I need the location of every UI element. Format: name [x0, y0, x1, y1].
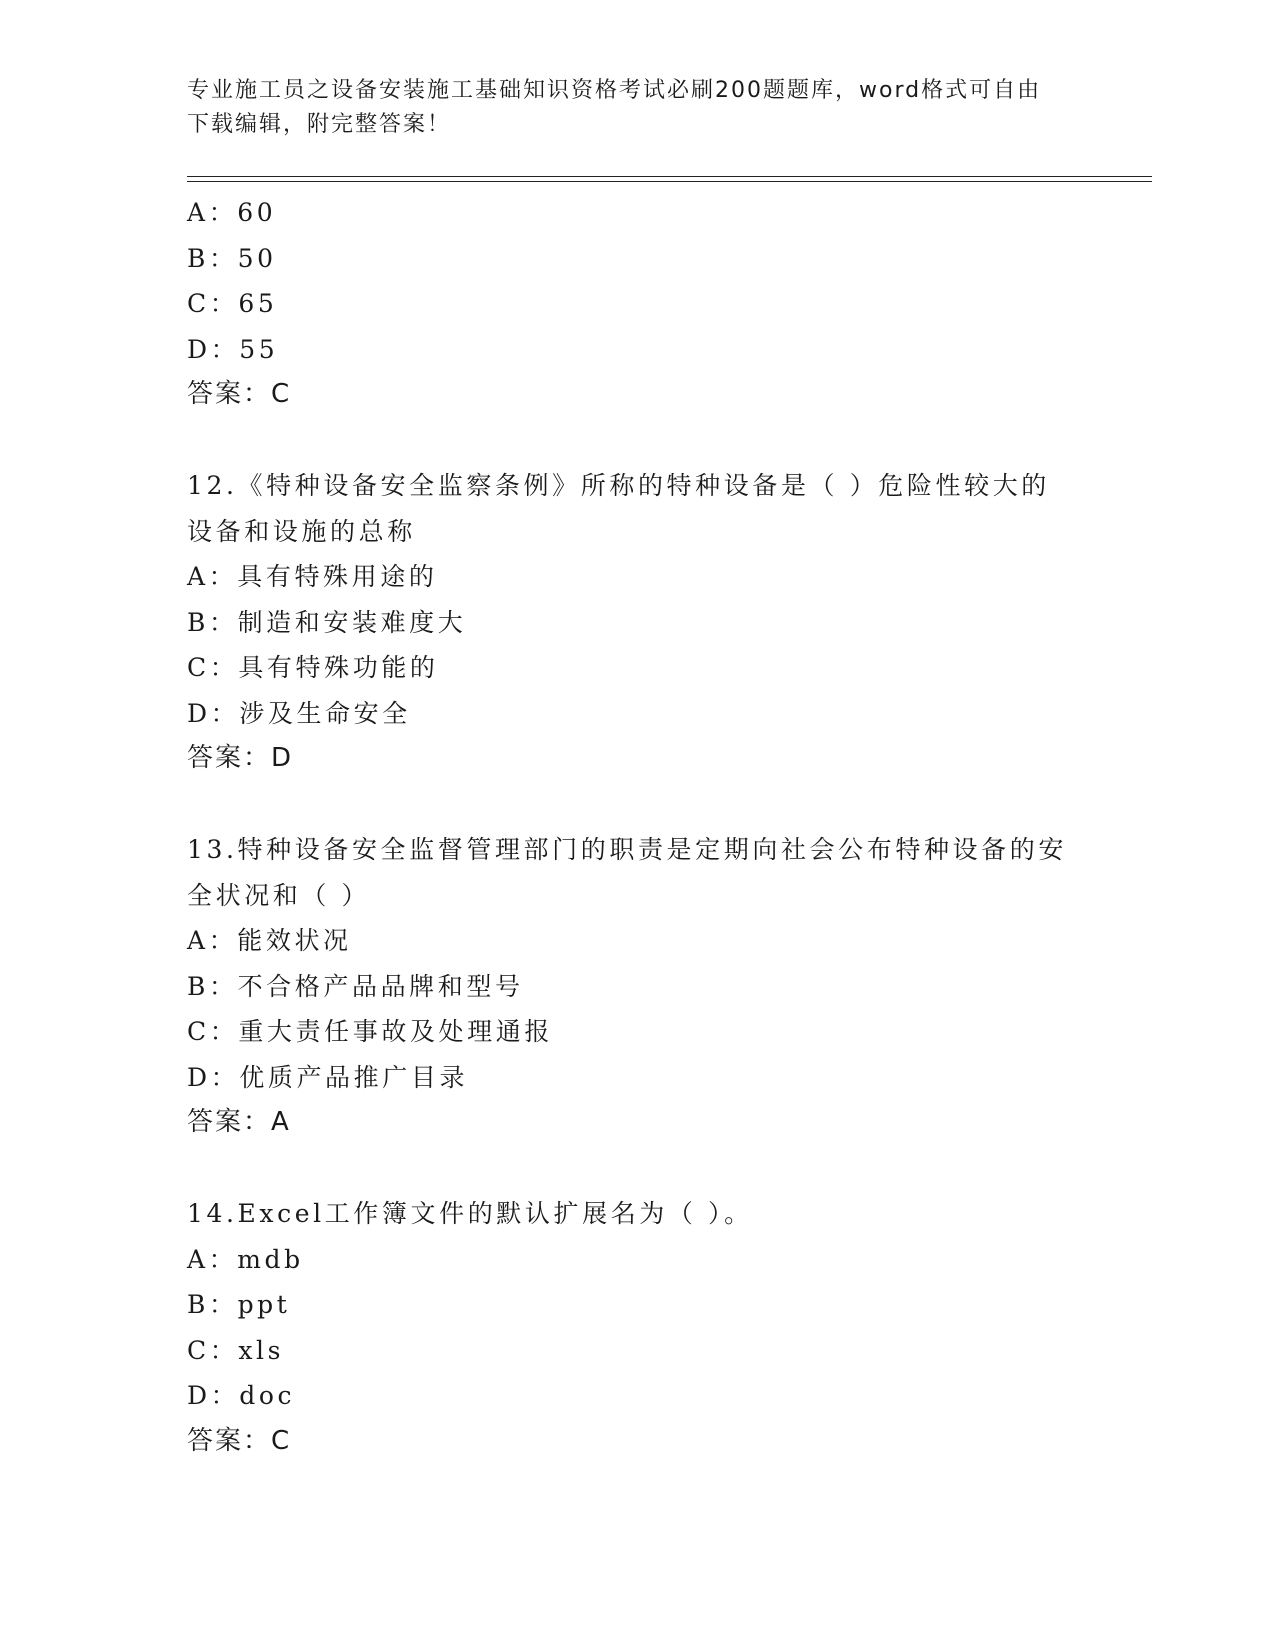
option-b: B：制造和安装难度大: [187, 607, 467, 637]
question-stem-line-2: 全状况和（ ）: [187, 880, 371, 910]
header-divider-bottom: [187, 181, 1152, 182]
option-a: A：mdb: [187, 1244, 304, 1274]
option-c: C：xls: [187, 1335, 285, 1365]
question-12: [187, 463, 1087, 782]
option-a: A：具有特殊用途的: [187, 562, 438, 591]
option-c: C：具有特殊功能的: [187, 653, 439, 682]
option-c: C：重大责任事故及处理通报: [187, 1017, 553, 1046]
question-list: [187, 190, 1087, 1464]
option-d: D：优质产品推广目录: [187, 1062, 469, 1092]
question-stem-line-1: 14.Excel工作簿文件的默认扩展名为（ ）。: [187, 1199, 753, 1228]
spacer: [187, 418, 1087, 464]
answer-line: 答案：A: [187, 1107, 291, 1137]
option-d: D：55: [187, 334, 279, 364]
option-a: A：能效状况: [187, 926, 352, 955]
option-c: C：65: [187, 289, 278, 318]
option-a: A：60: [187, 198, 277, 227]
spacer: [187, 1146, 1087, 1192]
option-b: B：ppt: [187, 1290, 291, 1319]
option-b: B：不合格产品品牌和型号: [187, 971, 524, 1001]
option-d: D：涉及生命安全: [187, 698, 411, 728]
answer-line: 答案：C: [187, 379, 292, 409]
question-stem-line-1: 12.《特种设备安全监察条例》所称的特种设备是（ ）危险性较大的: [187, 471, 1050, 500]
question-stem-line-2: 设备和设施的总称: [187, 516, 416, 546]
spacer: [187, 782, 1087, 828]
question-11: [187, 190, 1087, 418]
answer-line: 答案：D: [187, 743, 294, 773]
header-line-1: 专业施工员之设备安装施工基础知识资格考试必刷200题题库，word格式可自由: [187, 78, 1042, 103]
document-header: [187, 74, 1067, 142]
option-b: B：50: [187, 243, 277, 273]
question-13: [187, 827, 1087, 1146]
answer-line: 答案：C: [187, 1425, 292, 1456]
question-stem-line-1: 13.特种设备安全监督管理部门的职责是定期向社会公布特种设备的安: [187, 835, 1067, 864]
option-d: D：doc: [187, 1381, 296, 1410]
question-14: [187, 1191, 1087, 1464]
header-divider-top: [187, 176, 1152, 177]
header-line-2: 下载编辑，附完整答案！: [187, 112, 452, 137]
